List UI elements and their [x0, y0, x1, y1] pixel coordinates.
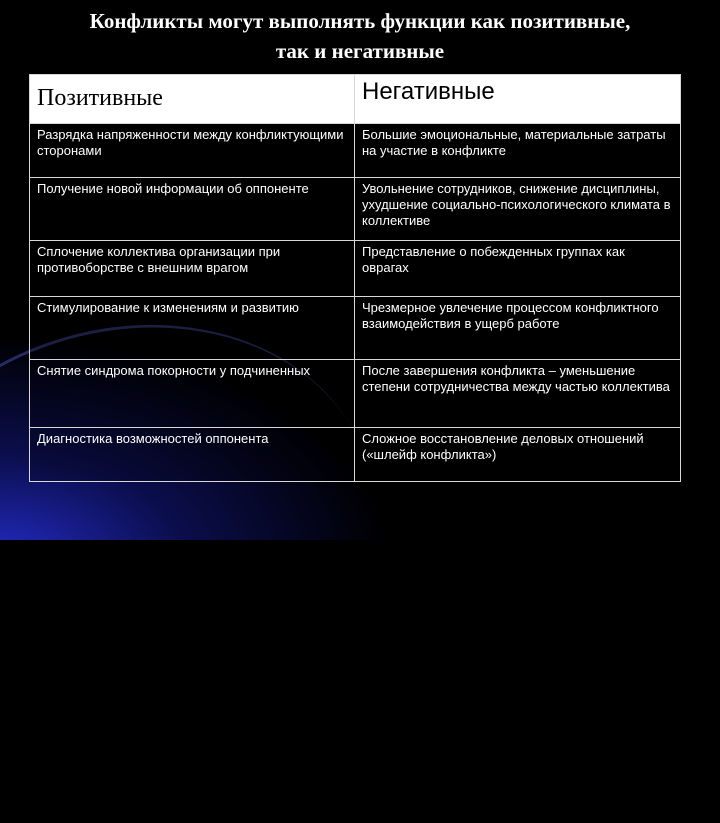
header-negative: Негативные	[355, 75, 681, 124]
slide-title-line-2: так и негативные	[275, 39, 445, 63]
cell-positive: Разрядка напряженности между конфликтующими сторонами	[30, 124, 355, 178]
cell-negative: Сложное восстановление деловых отношений («шлейф конфликта»)	[355, 428, 681, 482]
cell-negative: Представление о побежденных группах как оврагах	[355, 241, 681, 297]
slide-title-line-1: Конфликты могут выполнять функции как позитивные,	[89, 9, 631, 33]
functions-table	[29, 74, 681, 482]
table-row	[30, 428, 681, 482]
cell-positive: Снятие синдрома покорности у подчиненных	[30, 360, 355, 428]
table-row	[30, 124, 681, 178]
cell-positive: Получение новой информации об оппоненте	[30, 178, 355, 241]
cell-negative: После завершения конфликта – уменьшение степени сотрудничества между частью коллектива	[355, 360, 681, 428]
cell-positive: Диагностика возможностей оппонента	[30, 428, 355, 482]
header-positive: Позитивные	[30, 75, 355, 124]
cell-positive: Стимулирование к изменениям и развитию	[30, 297, 355, 360]
slide-title	[0, 6, 720, 66]
cell-positive: Сплочение коллектива организации при противоборстве с внешним врагом	[30, 241, 355, 297]
table-header-row	[30, 75, 681, 124]
table-row	[30, 360, 681, 428]
cell-negative: Чрезмерное увлечение процессом конфликтного взаимодействия в ущерб работе	[355, 297, 681, 360]
table-row	[30, 178, 681, 241]
table-row	[30, 297, 681, 360]
cell-negative: Большие эмоциональные, материальные затраты на участие в конфликте	[355, 124, 681, 178]
cell-negative: Увольнение сотрудников, снижение дисциплины, ухудшение социально-психологического климата в коллективе	[355, 178, 681, 241]
table-row	[30, 241, 681, 297]
